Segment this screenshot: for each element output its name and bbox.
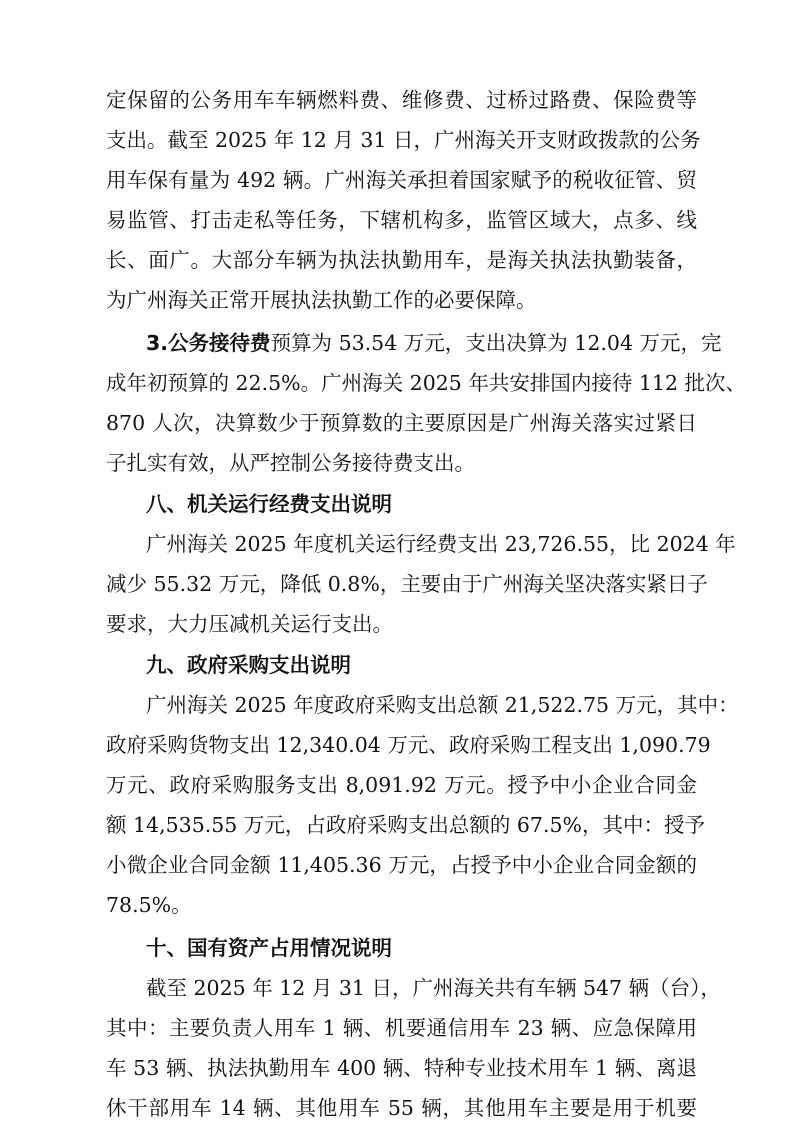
paragraph-first-line: 截至 2025 年 12 月 31 日，广州海关共有车辆 547 辆（台）， [146, 976, 721, 1000]
paragraph-line: 小微企业合同金额 11,405.36 万元，占授予中小企业合同金额的 [106, 853, 697, 877]
paragraph-first-line: 广州海关 2025 年度政府采购支出总额 21,522.75 万元，其中： [146, 693, 739, 717]
paragraph-line: 其中：主要负责人用车 1 辆、机要通信用车 23 辆、应急保障用 [106, 1016, 697, 1040]
paragraph-line: 减少 55.32 万元，降低 0.8%，主要由于广州海关坚决落实紧日子 [106, 572, 708, 596]
paragraph-line: 万元、政府采购服务支出 8,091.92 万元。授予中小企业合同金 [106, 773, 697, 797]
paragraph-line: 车 53 辆、执法执勤用车 400 辆、特种专业技术用车 1 辆、离退 [106, 1056, 697, 1080]
paragraph-line: 870 人次，决算数少于预算数的主要原因是广州海关落实过紧日 [106, 411, 697, 435]
section-heading: 八、机关运行经费支出说明 [146, 492, 392, 516]
subheading-reception-fee: 3.公务接待费 [146, 331, 271, 355]
paragraph-first-line [146, 323, 722, 363]
section-heading: 九、政府采购支出说明 [146, 653, 351, 677]
paragraph-line: 休干部用车 14 辆、其他用车 55 辆，其他用车主要是用于机要 [106, 1096, 697, 1120]
paragraph-line: 78.5%。 [106, 893, 192, 917]
paragraph-text: 预算为 53.54 万元，支出决算为 12.04 万元，完 [270, 331, 722, 355]
paragraph-line: 支出。截至 2025 年 12 月 31 日，广州海关开支财政拨款的公务 [106, 128, 701, 152]
paragraph-first-line: 广州海关 2025 年度机关运行经费支出 23,726.55，比 2024 年 [146, 532, 736, 556]
section-heading: 十、国有资产占用情况说明 [146, 936, 392, 960]
paragraph-line: 额 14,535.55 万元，占政府采购支出总额的 67.5%，其中：授予 [106, 813, 706, 837]
paragraph-line: 子扎实有效，从严控制公务接待费支出。 [106, 451, 475, 475]
paragraph-line: 成年初预算的 22.5%。广州海关 2025 年共安排国内接待 112 批次、 [106, 371, 747, 395]
paragraph-line: 定保留的公务用车车辆燃料费、维修费、过桥过路费、保险费等 [106, 88, 697, 112]
paragraph-line: 为广州海关正常开展执法执勤工作的必要保障。 [106, 288, 537, 312]
paragraph-line: 易监管、打击走私等任务，下辖机构多，监管区域大，点多、线 [106, 208, 697, 232]
paragraph-line: 用车保有量为 492 辆。广州海关承担着国家赋予的税收征管、贸 [106, 168, 697, 192]
paragraph-line: 政府采购货物支出 12,340.04 万元、政府采购工程支出 1,090.79 [106, 733, 711, 757]
paragraph-line: 要求，大力压减机关运行支出。 [106, 612, 393, 636]
paragraph-line: 长、面广。大部分车辆为执法执勤用车，是海关执法执勤装备， [106, 248, 697, 272]
